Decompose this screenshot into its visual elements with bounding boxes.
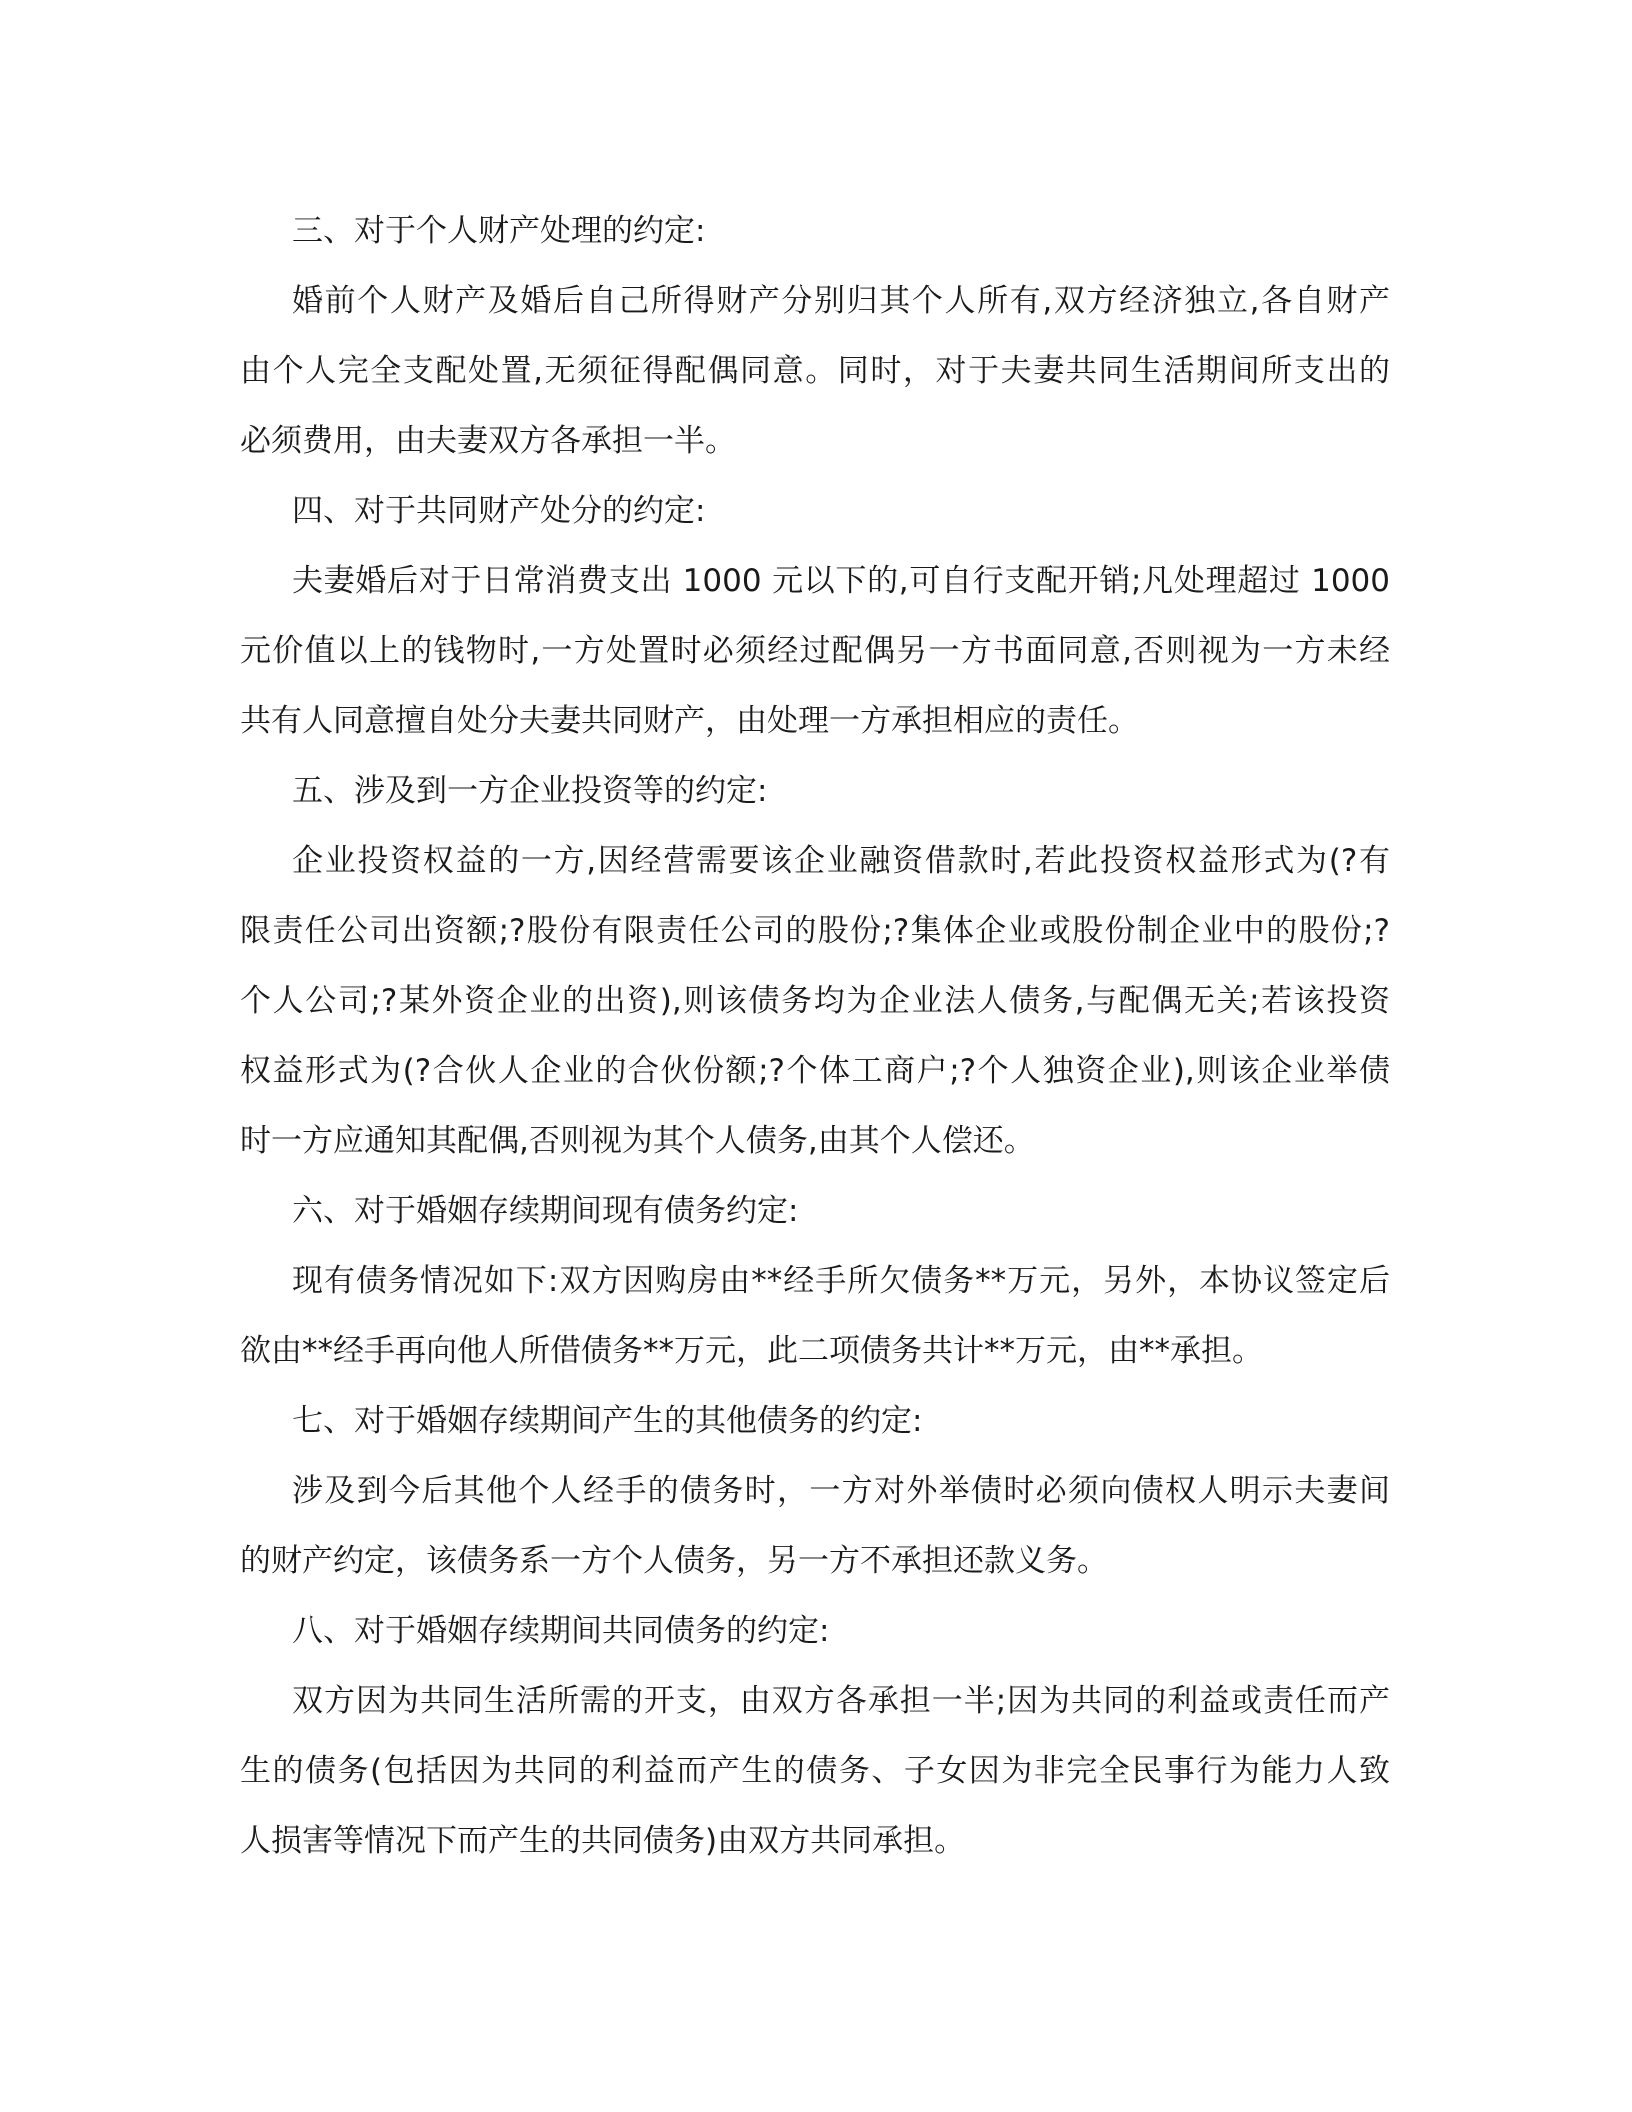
paragraph-line: 的财产约定，该债务系一方个人债务，另一方不承担还款义务。: [240, 1543, 1108, 1579]
paragraph: [240, 266, 1390, 476]
document-body: [240, 196, 1390, 1876]
paragraph-line: 时一方应通知其配偶,否则视为其个人债务,由其个人偿还。: [240, 1123, 1035, 1159]
paragraph-line: 权益形式为(?合伙人企业的合伙份额;?个体工商户;?个人独资企业),则该企业举债: [240, 1053, 1390, 1089]
section-heading: 四、对于共同财产处分的约定:: [292, 493, 706, 529]
paragraph-line: 元价值以上的钱物时,一方处置时必须经过配偶另一方书面同意,否则视为一方未经: [240, 633, 1390, 669]
paragraph-line: 涉及到今后其他个人经手的债务时，一方对外举债时必须向债权人明示夫妻间: [292, 1473, 1390, 1509]
paragraph-line: 个人公司;?某外资企业的出资),则该债务均为企业法人债务,与配偶无关;若该投资: [240, 983, 1390, 1019]
paragraph-line: 婚前个人财产及婚后自己所得财产分别归其个人所有,双方经济独立,各自财产: [292, 283, 1390, 319]
paragraph-line: 生的债务(包括因为共同的利益而产生的债务、子女因为非完全民事行为能力人致: [240, 1753, 1390, 1789]
section-heading: 六、对于婚姻存续期间现有债务约定:: [292, 1193, 799, 1229]
paragraph-line: 欲由**经手再向他人所借债务**万元，此二项债务共计**万元，由**承担。: [240, 1333, 1263, 1369]
paragraph-line: 人损害等情况下而产生的共同债务)由双方共同承担。: [240, 1823, 966, 1859]
section-heading: 三、对于个人财产处理的约定:: [292, 213, 706, 249]
paragraph-line: 双方因为共同生活所需的开支，由双方各承担一半;因为共同的利益或责任而产: [292, 1683, 1390, 1719]
paragraph-line: 现有债务情况如下:双方因购房由**经手所欠债务**万元，另外，本协议签定后: [292, 1263, 1390, 1299]
paragraph: [240, 826, 1390, 1176]
paragraph-line: 企业投资权益的一方,因经营需要该企业融资借款时,若此投资权益形式为(?有: [292, 843, 1390, 879]
paragraph: [240, 1246, 1390, 1386]
section-heading: 七、对于婚姻存续期间产生的其他债务的约定:: [292, 1403, 923, 1439]
paragraph: [240, 1456, 1390, 1596]
paragraph: [240, 546, 1390, 756]
paragraph-line: 限责任公司出资额;?股份有限责任公司的股份;?集体企业或股份制企业中的股份;?: [240, 913, 1390, 949]
paragraph-line: 共有人同意擅自处分夫妻共同财产，由处理一方承担相应的责任。: [240, 703, 1139, 739]
section-heading: 八、对于婚姻存续期间共同债务的约定:: [292, 1613, 830, 1649]
paragraph-line: 由个人完全支配处置,无须征得配偶同意。同时，对于夫妻共同生活期间所支出的: [240, 353, 1390, 389]
section-heading: 五、涉及到一方企业投资等的约定:: [292, 773, 768, 809]
paragraph-line: 必须费用，由夫妻双方各承担一半。: [240, 423, 736, 459]
paragraph: [240, 1666, 1390, 1876]
paragraph-line: 夫妻婚后对于日常消费支出 1000 元以下的,可自行支配开销;凡处理超过 1000: [292, 563, 1390, 599]
